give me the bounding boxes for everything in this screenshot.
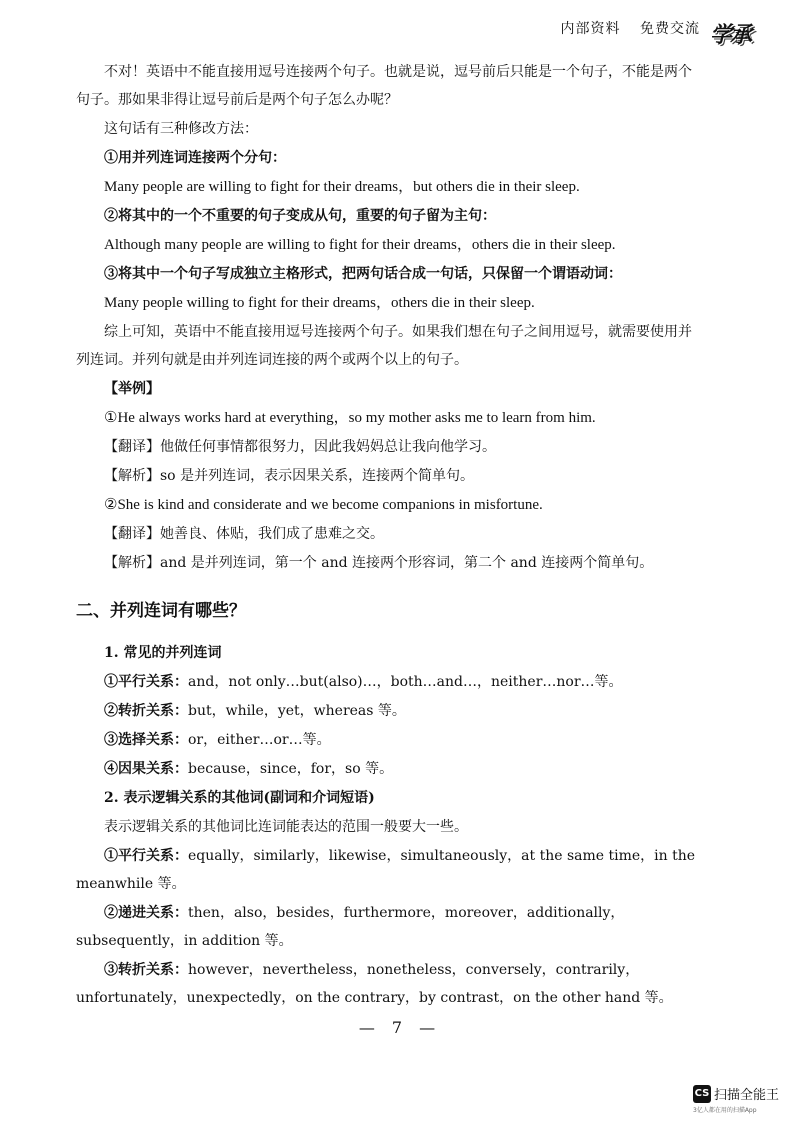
subsection-2-intro: 表示逻辑关系的其他词比连词能表达的范围一般要大一些。 [104,819,468,835]
method-3-title: ③将其中一个句子写成独立主格形式，把两句话合成一句话，只保留一个谓语动词： [104,266,622,282]
other-contrast [76,956,696,1012]
other-progressive-text: then，also，besides，furthermore，moreover，additionally，subsequently，in addition 等。 [76,905,625,949]
example-2-translation: 【翻译】她善良、体贴，我们成了患难之交。 [104,526,384,542]
method-3-example: Many people willing to fight for their dreams，others die in their sleep. [104,295,535,311]
conjunction-cause-text: because，since，for，so 等。 [188,761,394,777]
paragraph-summary: 综上可知，英语中不能直接用逗号连接两个句子。如果我们想在句子之间用逗号，就需要使用并列连词。并列句就是由并列连词连接的两个或两个以上的句子。 [76,324,692,368]
conjunction-cause [76,755,696,783]
conjunction-contrast-text: but，while，yet，whereas 等。 [188,703,406,719]
subsection-1-title: 1. 常见的并列连词 [104,645,222,661]
publisher-logo-text: 学承 [710,23,751,48]
page-number: — 7 — [358,1018,442,1037]
paragraph-intro: 不对！英语中不能直接用逗号连接两个句子。也就是说，逗号前后只能是一个句子，不能是两个句子。那如果非得让逗号前后是两个句子怎么办呢？ [76,64,692,108]
conjunction-parallel-text: and，not only…but(also)…，both…and…，neither…nor…等。 [188,674,623,690]
conjunction-contrast [76,697,696,725]
method-1-title: ①用并列连词连接两个分句： [104,150,286,166]
conjunction-choice-text: or，either…or…等。 [188,732,331,748]
header-internal-label: 内部资料 [560,21,621,37]
document-body [76,58,696,1013]
other-progressive [76,899,696,955]
example-2-sentence: ②She is kind and considerate and we become companions in misfortune. [104,497,543,513]
publisher-logo [710,18,772,48]
example-1-translation: 【翻译】他做任何事情都很努力，因此我妈妈总让我向他学习。 [104,439,496,455]
example-label: 【举例】 [104,381,160,397]
method-2-example: Although many people are willing to fight for their dreams，others die in their sleep. [104,237,616,253]
subsection-2-title: 2. 表示逻辑关系的其他词(副词和介词短语) [104,790,375,806]
camscanner-name: 扫描全能王 [714,1088,780,1103]
other-contrast-text: however，nevertheless，nonetheless，conversely，contrarily，unfortunately，unexpectedly，on the contrary，by contrast，on the other hand 等。 [76,962,673,1006]
header-free-label: 免费交流 [640,21,700,37]
scanner-watermark [693,1083,779,1114]
conjunction-parallel [76,668,696,696]
conjunction-contrast-label: ②转折关系： [104,703,188,719]
example-1-sentence: ①He always works hard at everything，so my mother asks me to learn from him. [104,410,596,426]
method-2-title: ②将其中的一个不重要的句子变成从句，重要的句子留为主句： [104,208,496,224]
conjunction-parallel-label: ①平行关系： [104,674,188,690]
other-parallel-label: ①平行关系： [104,848,188,864]
section-2-heading: 二、并列连词有哪些？ [76,601,246,621]
other-contrast-label: ③转折关系： [104,962,188,978]
method-1-example: Many people are willing to fight for their dreams，but others die in their sleep. [104,179,580,195]
camscanner-tagline: 3亿人都在用的扫描App [693,1107,757,1114]
other-progressive-label: ②递进关系： [104,905,188,921]
example-1-analysis: 【解析】so 是并列连词，表示因果关系，连接两个简单句。 [104,468,475,484]
conjunction-cause-label: ④因果关系： [104,761,188,777]
other-parallel [76,842,696,898]
paragraph-methods-intro: 这句话有三种修改方法： [104,121,258,137]
conjunction-choice [76,726,696,754]
page-header [547,18,700,38]
example-2-analysis: 【解析】and 是并列连词，第一个 and 连接两个形容词，第二个 and 连接两个简单句。 [104,555,654,571]
other-parallel-text: equally，similarly，likewise，simultaneously，at the same time，in the meanwhile 等。 [76,848,696,892]
camscanner-logo-icon: CS [693,1085,711,1103]
conjunction-choice-label: ③选择关系： [104,732,188,748]
